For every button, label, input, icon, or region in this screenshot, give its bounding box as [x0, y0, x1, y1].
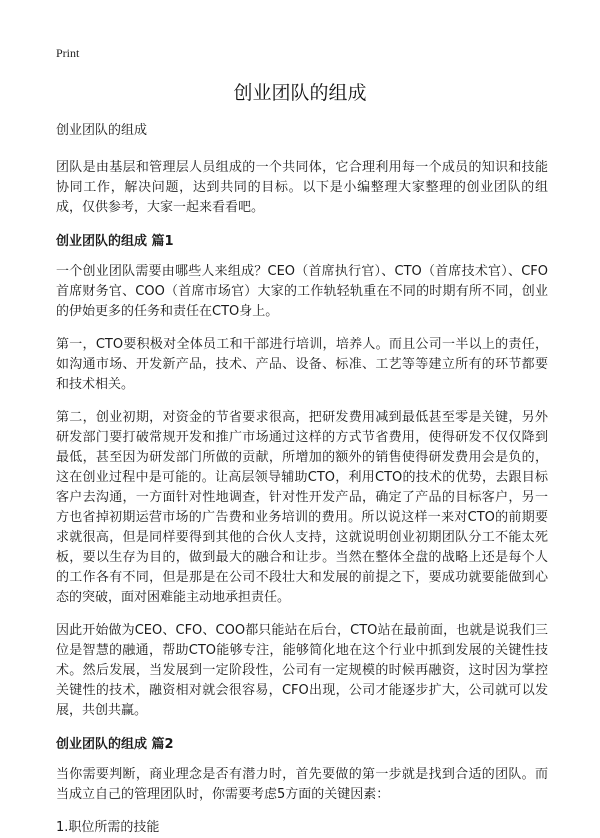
section-2-paragraph-1: 当你需要判断，商业理念是否有潜力时，首先要做的第一步就是找到合适的团队。而当成立自己的管理团队时，你需要考虑5方面的关键因素：: [56, 767, 548, 802]
intro-paragraph: 团队是由基层和管理层人员组成的一个共同体，它合理利用每一个成员的知识和技能协同工作，解决问题，达到共同的目标。以下是小编整理大家整理的创业团队的组成，仅供参考，大家一起来看看吧。: [56, 160, 548, 215]
section-1-heading: 创业团队的组成 篇1: [56, 234, 174, 249]
article-body: [56, 121, 548, 838]
section-1-paragraph-2: 第一，CTO要积极对全体员工和干部进行培训，培养人。而且公司一半以上的责任，如沟通市场、开发新产品，技术、产品、设备、标准、工艺等等建立所有的环节都要和技术相关。: [56, 337, 548, 392]
section-1-paragraph-1: 一个创业团队需要由哪些人来组成？CEO（首席执行官）、CTO（首席技术官）、CFO首席财务官、COO（首席市场官）大家的工作轨轻轨重在不同的时期有所不同，创业的伊始更多的任务和责任在CTO身上。: [56, 264, 548, 319]
section-2-heading: 创业团队的组成 篇2: [56, 737, 174, 752]
page-title: 创业团队的组成: [233, 82, 367, 104]
section-1-paragraph-3: 第二，创业初期，对资金的节省要求很高，把研发费用减到最低甚至零是关键，另外研发部门要打破常规开发和推广市场通过这样的方式节省费用，使得研发不仅仅降到最低，甚至因为研发部门所做的贡献，所增加的额外的销售使得研发费用会是负的，这在创业过程中是可能的。让高层领导辅助CTO，利用CTO的技术的优势，去跟目标客户去沟通，一方面针对性地调查，针对性开发产品，确定了产品的目标客户，另一方也省掉初期运营市场的广告费和业务培训的费用。所以说这样一来对CTO的前期要求就很高，但是同样要得到其他的合伙人支持，这就说明创业初期团队分工不能太死板，要以生存为目的，做到最大的融合和让步。当然在整体全盘的战略上还是每个人的工作各有不同，但是那是在公司不段壮大和发展的前提之下，要成功就要能做到心态的突破，面对困难能主动地承担责任。: [56, 410, 548, 605]
section-2-list-item-1: 1.职位所需的技能: [56, 820, 160, 835]
print-link[interactable]: Print: [56, 46, 80, 60]
section-1-paragraph-4: 因此开始做为CEO、CFO、COO都只能站在后台，CTO站在最前面，也就是说我们三位是智慧的融通，帮助CTO能够专注，能够简化地在这个行业中抓到发展的关键性技术。然后发展，当发展到一定阶段性，公司有一定规模的时候再融资，这时因为掌控关键性的技术，融资相对就会很容易，CFO出现，公司才能逐步扩大，公司就可以发展，共创共赢。: [56, 623, 548, 718]
article-subtitle: 创业团队的组成: [56, 123, 148, 138]
